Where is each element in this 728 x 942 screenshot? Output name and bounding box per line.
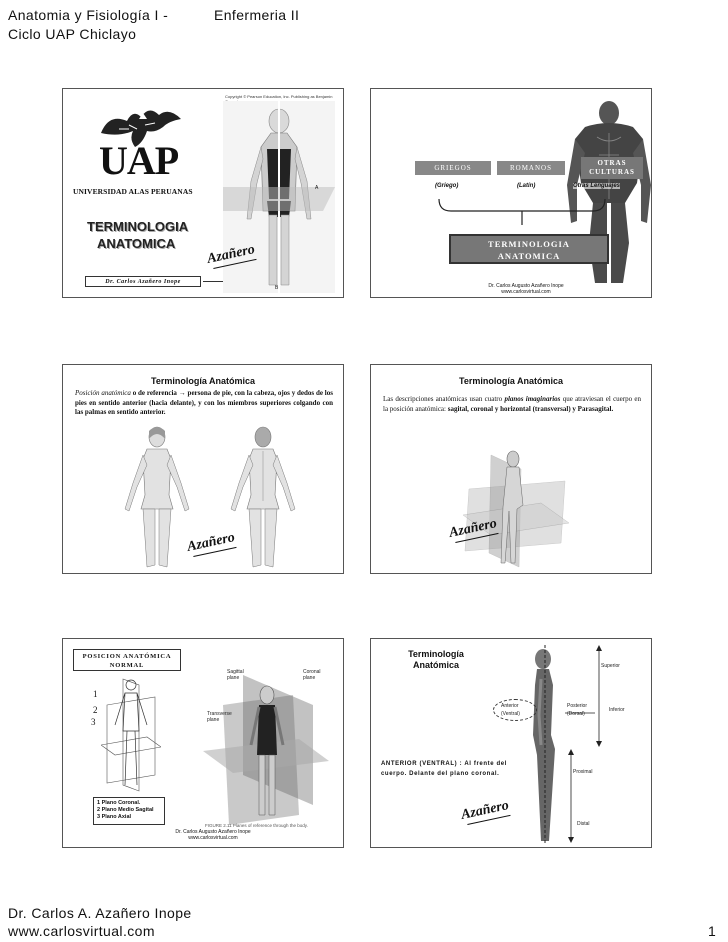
photo-caption: Copyright © Pearson Education, Inc. Publishing as Benjamin Cummings — [225, 94, 333, 104]
slide-4 — [370, 364, 652, 574]
slide-title: Terminología Anatómica — [150, 376, 255, 386]
slide-1 — [62, 88, 344, 298]
plane-number-2: 2 — [93, 705, 98, 715]
label-sagittal: Sagittal plane — [227, 669, 244, 681]
pill-griegos: GRIEGOS — [415, 161, 491, 175]
slide-2 — [370, 88, 652, 298]
plane-number-3: 3 — [91, 717, 96, 727]
legend-sagital: 2 Plano Medio Sagital — [97, 807, 154, 813]
anatomical-back-figure — [223, 425, 303, 571]
pill-otras-culturas — [581, 157, 643, 179]
position-title-box — [73, 649, 181, 671]
body-planes-figure — [461, 445, 571, 571]
label-inferior: Inferior — [609, 707, 625, 713]
credit-web: www.carlosvirtual.com — [501, 289, 551, 295]
slide-title — [391, 649, 481, 671]
pill3-line1: OTRAS — [597, 159, 627, 167]
skeleton-planes-figure — [101, 675, 161, 795]
pill-romanos: ROMANOS — [497, 161, 565, 175]
anatomical-position-photo — [223, 101, 335, 293]
label-coronal: Coronal plane — [303, 669, 321, 681]
planes-legend — [93, 797, 165, 825]
label-a: A — [315, 185, 319, 191]
credit-name: Dr. Carlos Augusto Azañero Inope — [488, 283, 564, 289]
credit-name: Dr. Carlos Augusto Azañero Inope — [175, 829, 251, 835]
signature: Azañero — [459, 798, 511, 823]
slide-body-text — [75, 389, 333, 418]
body-part-a: Las descripciones anatómicas usan cuatro — [383, 395, 505, 403]
body-part-b: que atraviesan el cuerpo en la posición anatómica: — [383, 395, 642, 413]
page-number: 1 — [708, 923, 717, 939]
condor-logo-icon — [99, 103, 183, 153]
label-dorsal: (Dorsal) — [567, 711, 585, 717]
legend-axial: 3 Plano Axial — [97, 814, 132, 820]
term-posicion-anatomica: Posición anatómica — [75, 389, 131, 397]
figure-caption: FIGURE 2.11 Planes of reference through the body. — [205, 823, 308, 828]
label-proximal: Proximal — [573, 769, 593, 775]
signature: Azañero — [185, 530, 237, 555]
slide-title-line2: ANATOMICA — [97, 236, 176, 251]
label-superior: Superior — [601, 663, 620, 669]
slide-5 — [62, 638, 344, 848]
signature: Azañero — [205, 242, 257, 267]
author-box: Dr. Carlos Azañero Inope — [85, 276, 201, 287]
label-b: B — [275, 285, 279, 291]
anterior-ellipse — [493, 699, 537, 721]
header-program: Enfermeria II — [214, 7, 300, 23]
uap-logo-text: UAP — [99, 138, 179, 183]
anterior-definition: ANTERIOR (VENTRAL) : Al frente del cuerpo. Delante del plano coronal. — [381, 761, 507, 777]
label-posterior: Posterior — [567, 703, 588, 709]
direction-arrows — [561, 643, 652, 843]
lateral-body-figure — [519, 645, 569, 845]
term-planos: planos imaginarios — [504, 395, 561, 403]
label-ventral: (Ventral) — [501, 711, 520, 717]
body-rest: o de referencia → persona de pie, con la cabeza, ojos y dedos de los pies en sentido anterior (hacia delante), y con los miembros superiores colgando con las palmas en sentido anterior. — [75, 389, 333, 416]
slide-6 — [370, 638, 652, 848]
label-anterior: Anterior — [501, 703, 519, 709]
credit — [153, 829, 273, 841]
pill3-line2: CULTURAS — [589, 168, 635, 176]
sub-latin: (Latín) — [517, 183, 536, 189]
box-line1: TERMINOLOGIA — [488, 239, 570, 249]
position-title-line2: NORMAL — [109, 662, 145, 669]
bracket-lines — [437, 199, 607, 225]
slide-title: Terminología Anatómica — [458, 376, 563, 386]
footer-author: Dr. Carlos A. Azañero Inope — [8, 905, 192, 921]
position-title-line1: POSICION ANATÓMICA — [82, 653, 172, 660]
body-planes-list: sagital, coronal y horizontal (transversal) y Parasagital. — [447, 404, 614, 413]
label-distal: Distal — [577, 821, 590, 827]
label-transverse: Transverse plane — [207, 711, 232, 723]
plane-number-1: 1 — [93, 689, 98, 699]
credit — [471, 283, 581, 295]
slide-3 — [62, 364, 344, 574]
header-course: Anatomia y Fisiología I - — [8, 7, 169, 23]
credit-web: www.carlosvirtual.com — [188, 835, 238, 841]
anatomical-front-figure — [117, 425, 197, 571]
box-line2: ANATOMICA — [497, 251, 561, 261]
sub-otras: Otras Lenguajes — [573, 183, 621, 189]
slide-title-line1: Terminología — [408, 649, 464, 659]
sub-griego: (Griego) — [435, 183, 459, 189]
slide-title-line2: Anatómica — [412, 660, 459, 670]
university-name: UNIVERSIDAD ALAS PERUANAS — [73, 187, 193, 196]
terminologia-box — [449, 234, 609, 264]
planes-photo-figure — [203, 665, 329, 831]
slide-body-text — [383, 395, 641, 414]
legend-coronal: 1 Plano Coronal. — [97, 800, 141, 806]
footer-website: www.carlosvirtual.com — [8, 923, 155, 939]
header-cycle: Ciclo UAP Chiclayo — [8, 26, 137, 42]
muscular-figure-image — [567, 93, 651, 293]
slide-title-line1: TERMINOLOGIA — [87, 219, 189, 234]
divider-line — [203, 281, 283, 282]
signature: Azañero — [447, 516, 499, 541]
